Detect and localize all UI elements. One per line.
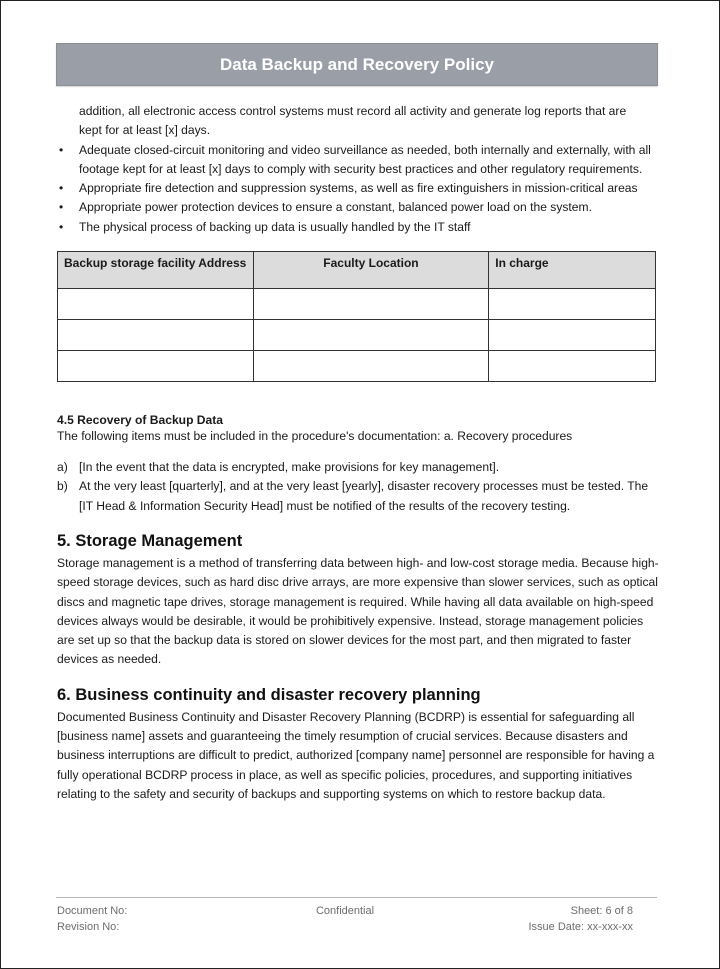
- table-cell[interactable]: [489, 351, 656, 382]
- list-item-text: [In the event that the data is encrypted, make provisions for key management].: [79, 460, 500, 475]
- bullet-text: Appropriate fire detection and suppression systems, as well as fire extinguishers in mission-critical areas: [79, 181, 638, 196]
- table-row: [58, 289, 656, 320]
- table-cell[interactable]: [58, 289, 254, 320]
- bullet-icon: •: [59, 181, 64, 196]
- table-row: [58, 351, 656, 382]
- list-marker: a): [57, 460, 68, 475]
- column-header-in-charge: In charge: [489, 252, 656, 289]
- list-item: [57, 218, 659, 237]
- list-item: [57, 198, 659, 217]
- list-item: [57, 477, 659, 516]
- bullet-text: Appropriate power protection devices to ensure a constant, balanced power load on the system.: [79, 200, 592, 215]
- footer-revision-no: Revision No:: [57, 921, 120, 933]
- table-cell[interactable]: [58, 320, 254, 351]
- table-row: [58, 320, 656, 351]
- section-4-5-heading: 4.5 Recovery of Backup Data: [57, 413, 224, 428]
- list-item: [57, 141, 659, 180]
- list-item: [57, 179, 659, 198]
- security-bullet-list: [57, 141, 659, 237]
- footer-divider: [56, 897, 657, 898]
- bullet-icon: •: [59, 219, 64, 234]
- list-item: [57, 458, 659, 477]
- section-5-body: Storage management is a method of transferring data between high- and low-cost storage media. Because high-speed storage devices, such as hard disc drive arrays, are more expensive than slower services, such as optical discs and magnetic tape drives, storage management is required. While having all data available on high-speed devices always would be desirable, it would be prohibitively expensive. Instead, storage management policies are set up so that the backup data is stored on slower devices for the most part, and then migrated to faster devices as needed.: [57, 555, 659, 667]
- table-cell[interactable]: [253, 351, 489, 382]
- table-cell[interactable]: [489, 320, 656, 351]
- table-cell[interactable]: [253, 320, 489, 351]
- footer-sheet: Sheet: 6 of 8: [570, 905, 633, 917]
- column-header-location: Faculty Location: [253, 252, 489, 289]
- table-cell[interactable]: [489, 289, 656, 320]
- list-item-text: At the very least [quarterly], and at the very least [yearly], disaster recovery processes must be tested. The [IT Head & Information Security Head] must be notified of the results of the recovery testing.: [79, 479, 649, 513]
- section-4-5-intro: The following items must be included in the procedure's documentation: a. Recovery procedures: [57, 429, 573, 444]
- document-body: [57, 102, 659, 804]
- table-cell[interactable]: [253, 289, 489, 320]
- footer-spacer: [249, 919, 441, 935]
- page-footer: [57, 903, 633, 935]
- footer-confidential: Confidential: [315, 905, 375, 917]
- bullet-text: The physical process of backing up data is usually handled by the IT staff: [79, 219, 471, 234]
- bullet-icon: •: [59, 142, 64, 157]
- document-title-bar: [56, 43, 658, 86]
- continuation-line-2: kept for at least [x] days.: [79, 123, 211, 138]
- backup-facility-table: [57, 251, 656, 382]
- section-5-heading: 5. Storage Management: [57, 531, 243, 550]
- footer-document-no: Document No:: [57, 905, 128, 917]
- recovery-items-list: [57, 458, 659, 516]
- bullet-icon: •: [59, 200, 64, 215]
- footer-issue-date: Issue Date: xx-xxx-xx: [528, 921, 633, 933]
- table-header-row: [58, 252, 656, 289]
- column-header-address: Backup storage facility Address: [58, 252, 254, 289]
- table-cell[interactable]: [58, 351, 254, 382]
- section-6-body: Documented Business Continuity and Disaster Recovery Planning (BCDRP) is essential for safeguarding all [business name] assets and guaranteeing the timely resumption of crucial services. Because disasters and business interruptions are difficult to predict, authorized [company name] personnel are responsible for having a fully operational BCDRP process in place, as well as specific policies, procedures, and supporting initiatives relating to the safety and security of backups and supporting systems on which to restore backup data.: [57, 709, 655, 801]
- section-6-heading: 6. Business continuity and disaster recovery planning: [57, 685, 481, 704]
- document-title: Data Backup and Recovery Policy: [219, 54, 494, 74]
- list-marker: b): [57, 479, 68, 494]
- continuation-line-1: addition, all electronic access control systems must record all activity and generate log reports that are: [79, 104, 627, 118]
- bullet-text: Adequate closed-circuit monitoring and video surveillance as needed, both internally and externally, with all footage kept for at least [x] days to comply with security best practices and other regulatory requirements.: [79, 142, 651, 176]
